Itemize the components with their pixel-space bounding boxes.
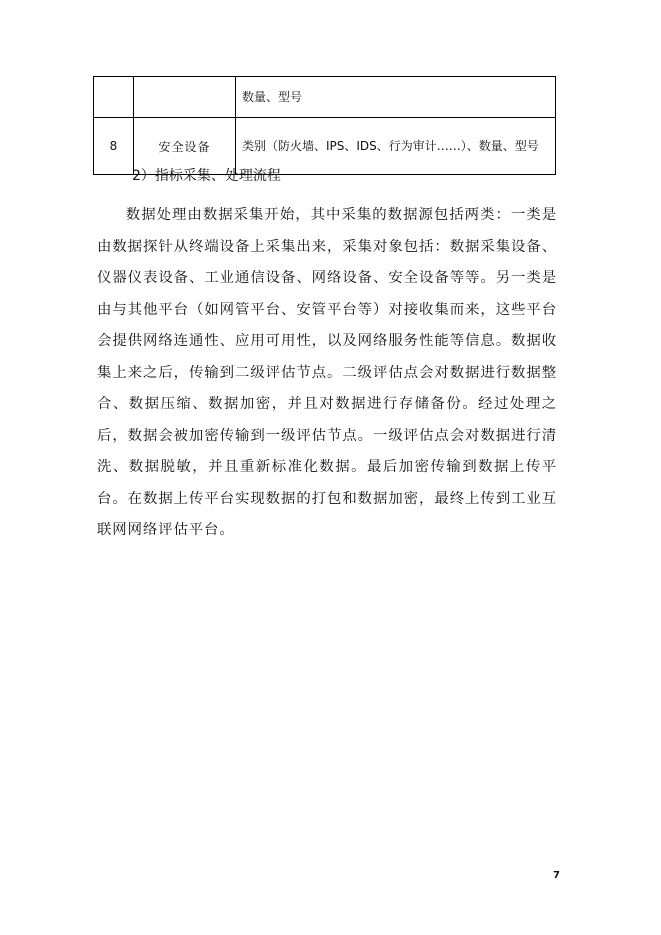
section-heading: 2）指标采集、处理流程 <box>132 168 281 184</box>
equipment-name-cell <box>134 77 236 118</box>
equipment-name-cell: 安全设备 <box>134 118 236 175</box>
table-row <box>94 77 556 118</box>
body-paragraph: 数据处理由数据采集开始，其中采集的数据源包括两类：一类是由数据探针从终端设备上采集出来，采集对象包括：数据采集设备、仪器仪表设备、工业通信设备、网络设备、安全设备等等。另一类是由与其他平台（如网管平台、安管平台等）对接收集而来，这些平台会提供网络连通性、应用可用性，以及网络服务性能等信息。数据收集上来之后，传输到二级评估节点。二级评估点会对数据进行数据整合、数据压缩、数据加密，并且对数据进行存储备份。经过处理之后，数据会被加密传输到一级评估节点。一级评估点会对数据进行清洗、数据脱敏，并且重新标准化数据。最后加密传输到数据上传平台。在数据上传平台实现数据的打包和数据加密，最终上传到工业互联网网络评估平台。 <box>97 207 557 538</box>
equipment-table <box>93 76 556 175</box>
row-number-cell: 8 <box>94 118 134 175</box>
page-number: 7 <box>553 870 560 881</box>
collection-items-cell: 数量、型号 <box>236 77 556 118</box>
row-number-cell <box>94 77 134 118</box>
collection-items-cell: 类别（防火墙、IPS、IDS、行为审计……）、数量、型号 <box>236 118 556 175</box>
